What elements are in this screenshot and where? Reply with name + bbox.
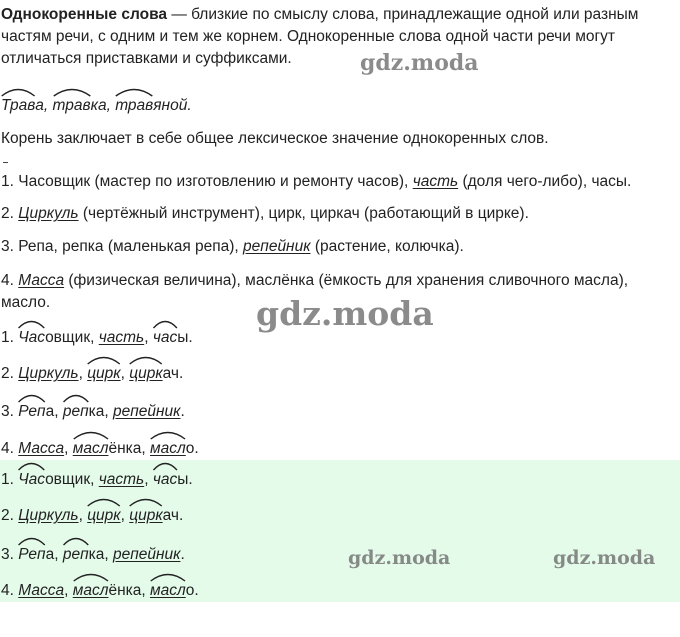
intro-paragraph	[1, 4, 676, 70]
root-word: цирк	[129, 365, 163, 382]
root-word: Реп	[18, 546, 46, 563]
answer-line-3: 3. Репа, репка, репейник.	[1, 545, 676, 565]
example-words: Трава, травка, травяной.	[1, 96, 676, 116]
watermark: gdz.moda	[348, 547, 451, 569]
root-word: масл	[150, 582, 186, 599]
root-word: Реп	[18, 403, 46, 420]
watermark: gdz.moda	[256, 294, 434, 333]
root-word: цирк	[87, 365, 121, 382]
roots-line-2: 2. Циркуль, цирк, циркач.	[1, 364, 676, 384]
underlined-word: Циркуль	[18, 205, 79, 222]
root-word: Час	[18, 471, 46, 488]
divider-mark	[3, 162, 8, 163]
root-word: реп	[62, 546, 89, 563]
answer-line-1: 1. Часовщик, часть, часы.	[1, 470, 676, 490]
root-word: час	[152, 471, 178, 488]
root-word: реп	[62, 403, 89, 420]
roots-line-1: 1. Часовщик, часть, часы.	[1, 328, 676, 348]
watermark: gdz.moda	[553, 547, 656, 569]
root-word: час	[152, 329, 178, 346]
underlined-word: часть	[98, 329, 145, 346]
underlined-word: часть	[412, 173, 459, 190]
root-word: масл	[150, 440, 186, 457]
underlined-word: Масса	[18, 582, 65, 599]
roots-line-3: 3. Репа, репка, репейник.	[1, 402, 676, 422]
term: Однокоренные слова	[1, 6, 168, 23]
root-word: Час	[18, 329, 46, 346]
roots-line-4: 4. Масса, маслёнка, масло.	[1, 439, 676, 459]
underlined-word: Масса	[18, 440, 65, 457]
underlined-word: Циркуль	[18, 365, 79, 382]
answer-line-2: 2. Циркуль, цирк, циркач.	[1, 506, 676, 526]
root-word: масл	[72, 440, 109, 457]
list1-item-4: 4. Масса (физическая величина), маслёнка (ёмкость для хранения сливочного масла), масло.	[1, 272, 629, 311]
underlined-word: репейник	[243, 238, 311, 255]
definition: — близкие по смыслу слова, принадлежащие одной или разным частям речи, с одним и тем же корнем. Однокоренные слова одной части речи могут отличаться приставками и суффиксами.	[1, 6, 639, 67]
list1-item-3: 3. Репа, репка (маленькая репа), репейник (растение, колючка).	[1, 238, 464, 255]
root-word: цирк	[129, 507, 163, 524]
underlined-word: репейник	[112, 403, 181, 420]
underlined-word: Масса	[18, 272, 65, 289]
underlined-word: репейник	[112, 546, 181, 563]
root-word: цирк	[87, 507, 121, 524]
root-word: масл	[72, 582, 109, 599]
underlined-word: Циркуль	[18, 507, 79, 524]
root-word: трав	[115, 97, 154, 114]
root-note: Корень заключает в себе общее лексическое значение однокоренных слов.	[1, 130, 549, 147]
watermark: gdz.moda	[360, 50, 479, 76]
list1-item-2: 2. Циркуль (чертёжный инструмент), цирк, циркач (работающий в цирке).	[1, 205, 529, 222]
answer-line-4: 4. Масса, маслёнка, масло.	[1, 581, 676, 601]
list1-item-1: 1. Часовщик (мастер по изготовлению и ремонту часов), часть (доля чего-либо), часы.	[1, 173, 632, 190]
root-word: Трав	[1, 97, 36, 114]
underlined-word: часть	[98, 471, 145, 488]
root-word: трав	[52, 97, 91, 114]
